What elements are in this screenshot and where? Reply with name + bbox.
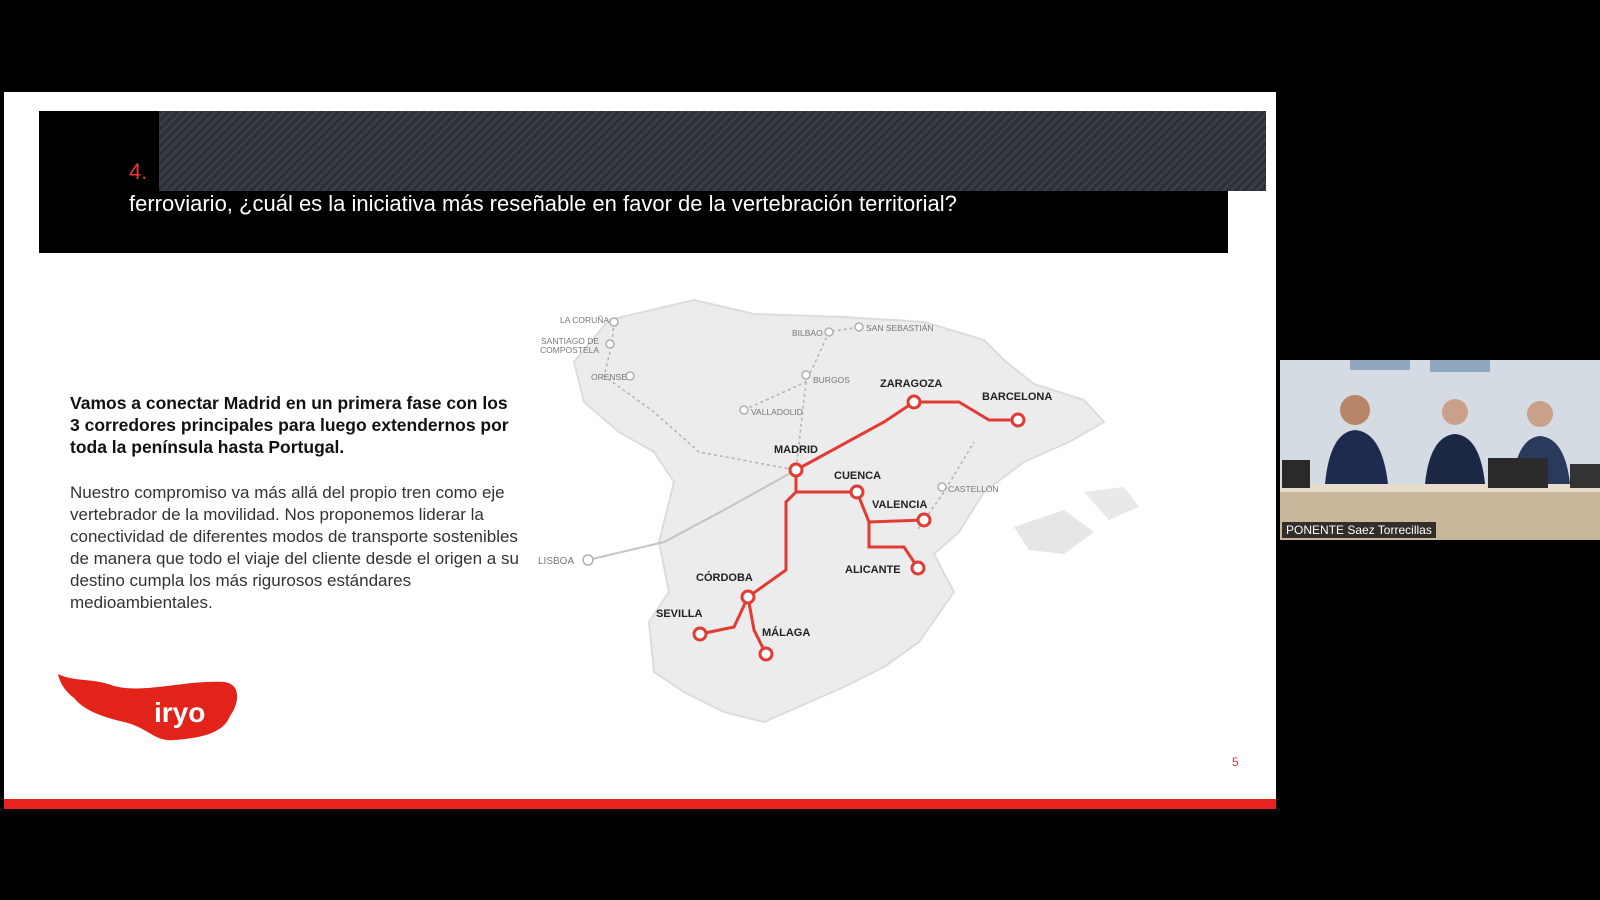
station-santiago bbox=[606, 340, 614, 348]
person-3 bbox=[1527, 401, 1553, 427]
body-paragraph: Nuestro compromiso va más allá del propio tren como eje vertebrador de la movilidad. Nos proponemos liderar la conectividad de diferentes modos de transporte sostenibles de manera que todo el viaje del cliente desde el origen a su destino cumpla los más rigurosos estándares medioambientales. bbox=[70, 483, 519, 612]
station-bilbao bbox=[825, 328, 833, 336]
station-sevilla bbox=[694, 628, 706, 640]
webcam-scene bbox=[1280, 360, 1600, 540]
lead-paragraph: Vamos a conectar Madrid en un primera fase con los 3 corredores principales para luego extendernos por toda la península hasta Portugal. bbox=[70, 393, 509, 457]
label-barcelona: BARCELONA bbox=[982, 391, 1053, 403]
station-cordoba bbox=[742, 591, 754, 603]
station-castellon bbox=[938, 483, 946, 491]
station-malaga bbox=[760, 648, 772, 660]
presentation-slide bbox=[4, 92, 1276, 807]
question-text: ferroviario, ¿cuál es la iniciativa más reseñable en favor de la vertebración territorial? bbox=[129, 191, 957, 216]
station-barcelona bbox=[1012, 414, 1024, 426]
speaker-name-label: PONENTE Saez Torrecillas bbox=[1282, 522, 1436, 538]
label-castellon: CASTELLÓN bbox=[948, 484, 999, 494]
label-burgos: BURGOS bbox=[813, 375, 850, 385]
station-cuenca bbox=[851, 486, 863, 498]
station-la-coruna bbox=[610, 318, 618, 326]
logo-swoosh-icon bbox=[58, 674, 237, 740]
label-alicante: ALICANTE bbox=[845, 564, 901, 576]
station-alicante bbox=[912, 562, 924, 574]
label-cuenca: CUENCA bbox=[834, 470, 882, 482]
station-madrid bbox=[790, 464, 802, 476]
balearic-islands bbox=[1014, 510, 1094, 554]
label-madrid: MADRID bbox=[774, 444, 818, 456]
label-la-coruna: LA CORUÑA bbox=[560, 315, 610, 325]
station-valladolid bbox=[740, 406, 748, 414]
title-overlay-banner bbox=[159, 111, 1266, 191]
station-zaragoza bbox=[908, 396, 920, 408]
label-malaga: MÁLAGA bbox=[762, 627, 811, 639]
label-valencia: VALENCIA bbox=[872, 499, 928, 511]
rail-network-map bbox=[524, 292, 1164, 807]
label-sevilla: SEVILLA bbox=[656, 608, 703, 620]
person-2 bbox=[1442, 399, 1468, 425]
station-orense bbox=[626, 372, 634, 380]
question-number: 4. bbox=[129, 159, 148, 184]
station-valencia bbox=[918, 514, 930, 526]
label-lisboa: LISBOA bbox=[538, 556, 575, 567]
label-cordoba: CÓRDOBA bbox=[696, 572, 753, 584]
station-san-sebastian bbox=[855, 323, 863, 331]
station-burgos bbox=[802, 371, 810, 379]
question-title-bar bbox=[39, 111, 1228, 253]
slide-bottom-red-bar bbox=[4, 799, 1276, 809]
iryo-logo bbox=[54, 670, 244, 750]
label-zaragoza: ZARAGOZA bbox=[880, 378, 943, 390]
logo-text: iryo bbox=[154, 697, 206, 728]
station-lisboa bbox=[583, 555, 593, 565]
label-bilbao: BILBAO bbox=[792, 328, 823, 338]
label-valladolid: VALLADOLID bbox=[751, 407, 803, 417]
label-san-sebastian: SAN SEBASTIÁN bbox=[866, 323, 934, 333]
person-1 bbox=[1340, 395, 1370, 425]
label-compostela: COMPOSTELA bbox=[540, 345, 600, 355]
speaker-video-feed[interactable] bbox=[1280, 360, 1600, 540]
balearic-islands-2 bbox=[1084, 487, 1139, 520]
label-santiago: SANTIAGO DE bbox=[541, 336, 600, 346]
page-number: 5 bbox=[1232, 755, 1239, 769]
label-orense: ORENSE bbox=[591, 372, 627, 382]
peninsula-shape bbox=[574, 300, 1104, 722]
